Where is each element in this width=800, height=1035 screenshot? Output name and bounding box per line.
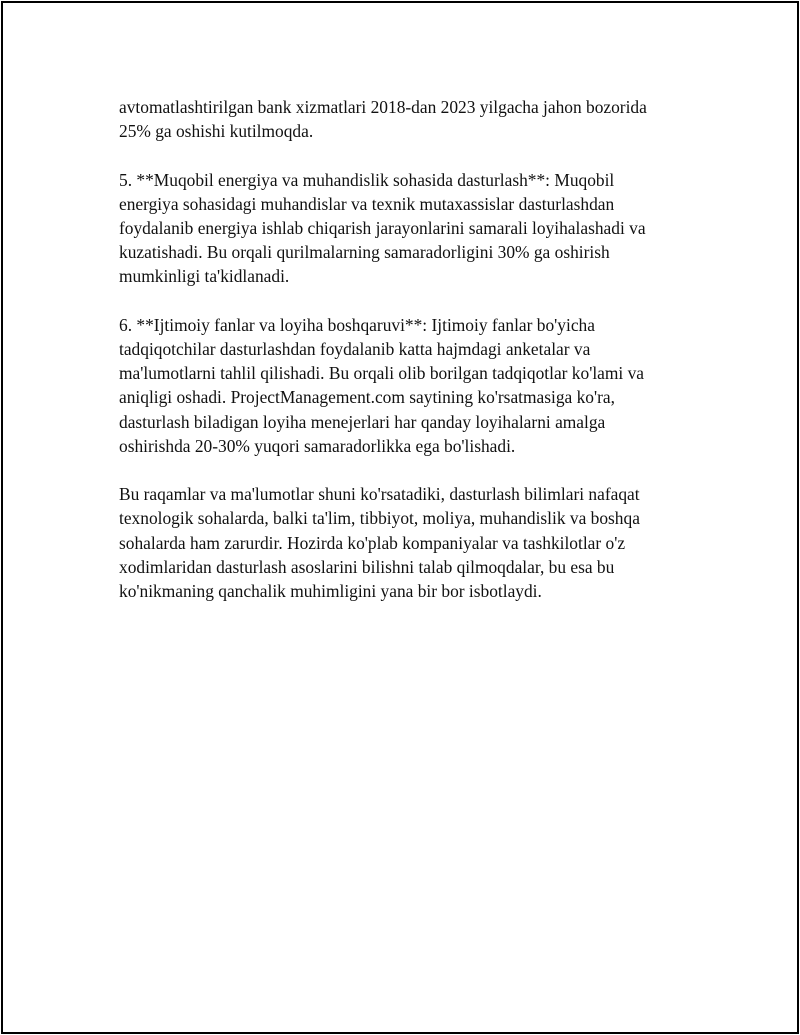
paragraph-conclusion: Bu raqamlar va ma'lumotlar shuni ko'rsatadiki, dasturlash bilimlari nafaqat texnologik sohalarda, balki ta'lim, tibbiyot, moliya, muhandislik va boshqa sohalarda ham zarurdir. Hozirda ko'plab kompaniyalar va tashkilotlar o'z xodimlaridan dasturlash asoslarini bilishni talab qilmoqdalar, bu esa bu ko'nikmaning qanchalik muhimligini yana bir bor isbotlaydi.: [119, 484, 640, 602]
paragraph-social-sciences: 6. **Ijtimoiy fanlar va loyiha boshqaruvi**: Ijtimoiy fanlar bo'yicha tadqiqotchilar dasturlashdan foydalanib katta hajmdagi anketalar va ma'lumotlarni tahlil qilishadi. Bu orqali olib borilgan tadqiqotlar ko'lami va aniqligi oshadi. ProjectManagement.com saytining ko'rsatmasiga ko'ra, dasturlash biladigan loyiha menejerlari har qanday loyihalarni amalga oshirishda 20-30% yuqori samaradorlikka ega bo'lishadi.: [119, 314, 644, 456]
paragraph-alternative-energy: 5. **Muqobil energiya va muhandislik sohasida dasturlash**: Muqobil energiya sohasidagi muhandislar va texnik mutaxassislar dasturlashdan foydalanib energiya ishlab chiqarish jarayonlarini samarali loyihalashadi va kuzatishadi. Bu orqali qurilmalarning samaradorligini 30% ga oshirish mumkinligi ta'kidlanadi.: [119, 169, 646, 287]
page-frame: [1, 1, 799, 1034]
paragraph-banking-continuation: avtomatlashtirilgan bank xizmatlari 2018-dan 2023 yilgacha jahon bozorida 25% ga oshishi kutilmoqda.: [119, 97, 647, 142]
document-body: [119, 95, 689, 627]
